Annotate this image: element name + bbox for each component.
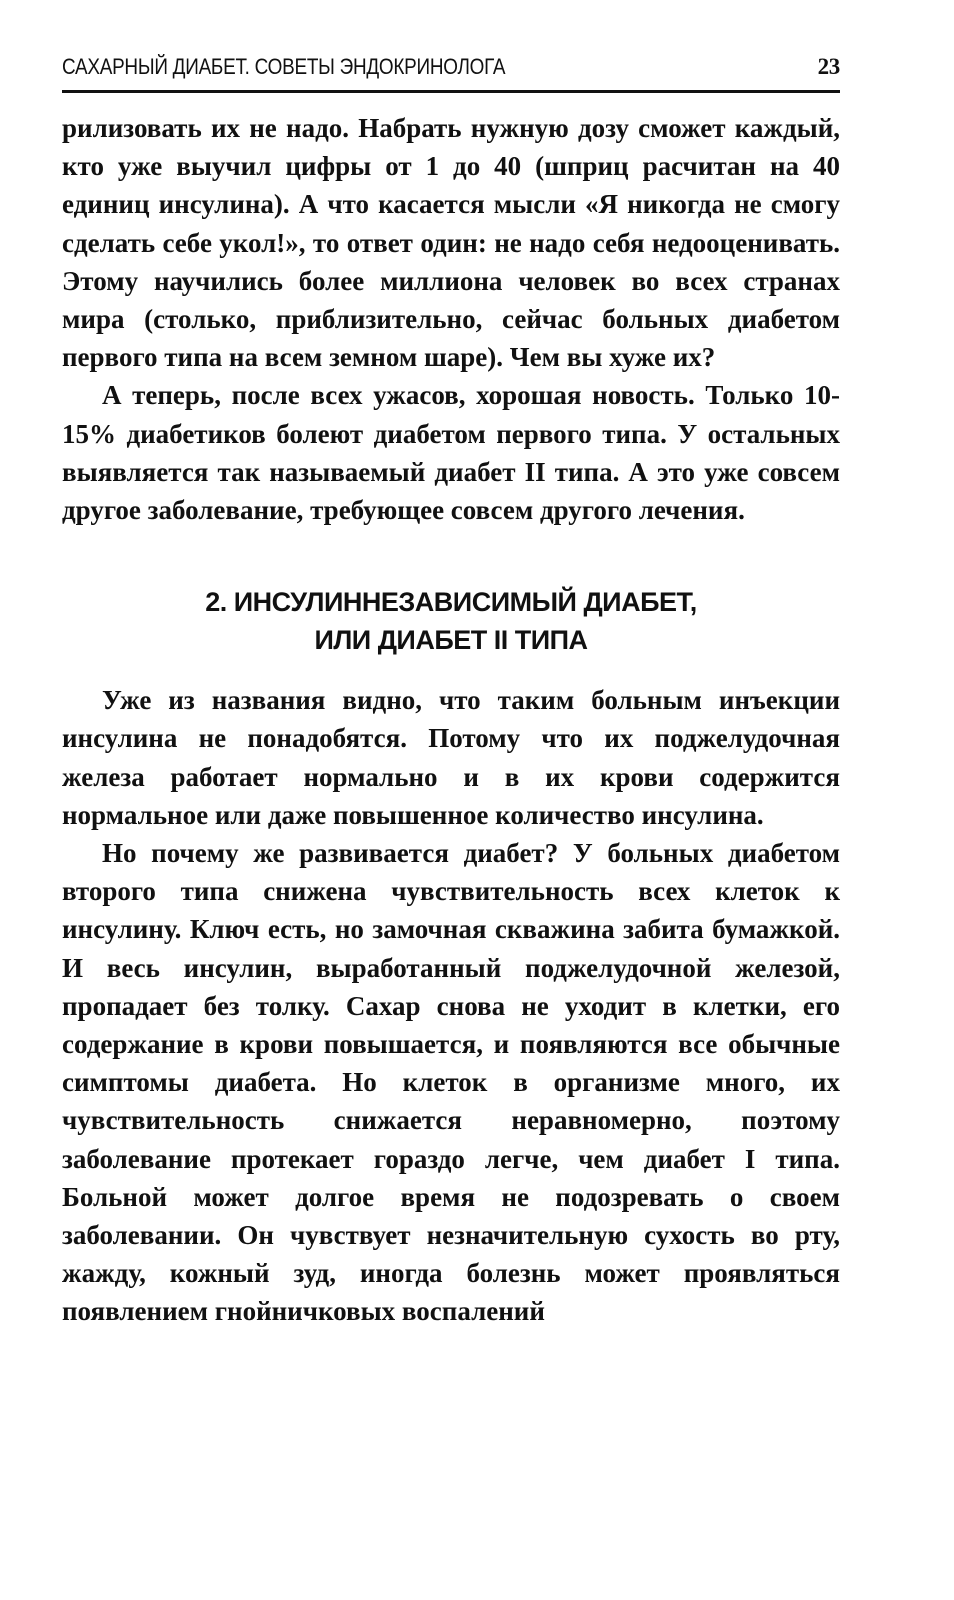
paragraph-why-diabetes: Но почему же развивается диабет? У больных диабетом второго типа снижена чувствительность всех клеток к инсулину. Ключ есть, но замочная скважина забита бумажкой. И весь инсулин, выработанный поджелудочной железой, пропадает без толку. Сахар снова не уходит в клетки, его содержание в крови повышается, и появляются все обычные симптомы диабета. Но клеток в организме много, их чувствительность снижается неравномерно, поэтому заболевание протекает гораздо легче, чем диабет I типа. Больной может долгое время не подозревать о своем заболевании. Он чувствует незначительную сухость во рту, жажду, кожный зуд, иногда болезнь может проявляться появлением гнойничковых воспалений: [62, 838, 840, 1327]
running-header-title: САХАРНЫЙ ДИАБЕТ. СОВЕТЫ ЭНДОКРИНОЛОГА: [62, 54, 506, 79]
paragraph-continued: рилизовать их не надо. Набрать нужную дозу сможет каждый, кто уже выучил цифры от 1 до 40 (шприц расчитан на 40 единиц инсулина). А что касается мысли «Я никогда не смогу сделать себе укол!», то ответ один: не надо себя недооценивать. Этому научились более миллиона человек во всех странах мира (столько, приблизительно, сейчас больных диабетом первого типа на всем земном шаре). Чем вы хуже их?: [62, 113, 840, 373]
section-heading-line-1: 2. ИНСУЛИННЕЗАВИСИМЫЙ ДИАБЕТ,: [205, 587, 697, 618]
section-heading: [62, 583, 840, 659]
section-text-block: [62, 681, 840, 1330]
section-heading-line-2: ИЛИ ДИАБЕТ II ТИПА: [314, 625, 588, 656]
book-page: [62, 40, 840, 1580]
running-header: [62, 40, 840, 93]
continued-text-block: [62, 109, 840, 529]
paragraph-good-news: А теперь, после всех ужасов, хорошая новость. Только 10-15% диабетиков болеют диабетом первого типа. У остальных выявляется так называемый диабет II типа. А это уже совсем другое заболевание, требующее совсем другого лечения.: [62, 380, 840, 526]
page-number: 23: [817, 54, 840, 79]
paragraph-name-explains: Уже из названия видно, что таким больным инъекции инсулина не понадобятся. Потому что их поджелудочная железа работает нормально и в их крови содержится нормальное или даже повышенное количество инсулина.: [62, 685, 840, 830]
